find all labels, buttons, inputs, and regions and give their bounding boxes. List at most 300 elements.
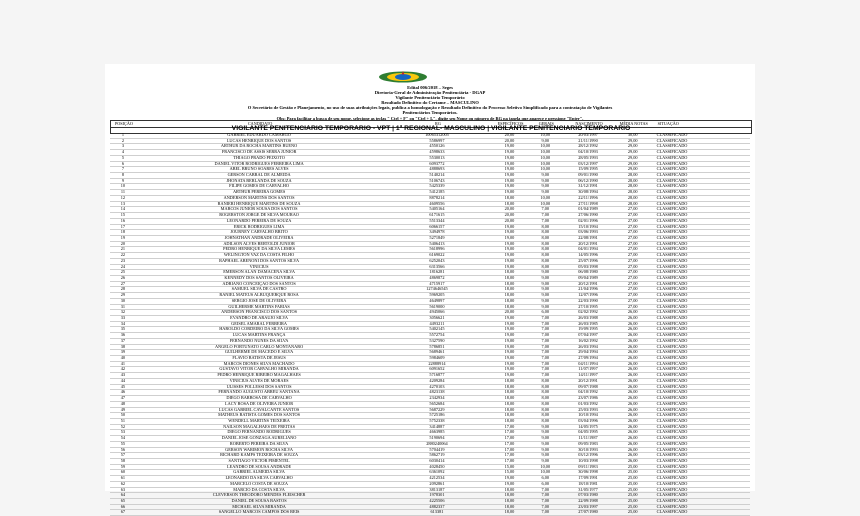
cell-specific: 18,00 bbox=[504, 293, 515, 298]
cell-candidate: DIEGO BARBOSA DE CARVALHO bbox=[226, 396, 292, 401]
cell-candidate: ABEL BRUNO SOARES ALVES bbox=[229, 167, 289, 172]
cell-general: 8,00 bbox=[541, 390, 550, 395]
cell-situation: CLASSIFICADO bbox=[656, 378, 688, 383]
cell-situation: CLASSIFICADO bbox=[656, 275, 688, 280]
cell-specific: 19,00 bbox=[504, 173, 515, 178]
cell-candidate: ANDERSON MARTINS DOS SANTOS bbox=[223, 195, 295, 200]
cell-rg: 4945066 bbox=[429, 310, 445, 315]
cell-situation: CLASSIFICADO bbox=[656, 384, 688, 389]
cell-candidate: ARTHUR PEREIRA GOMES bbox=[232, 190, 286, 195]
cell-general: 8,00 bbox=[541, 235, 550, 240]
cell-specific: 19,00 bbox=[504, 264, 515, 269]
cell-average: 26,00 bbox=[627, 350, 638, 355]
cell-birth: 05/03/1998 bbox=[578, 264, 598, 269]
cell-specific: 19,00 bbox=[504, 247, 515, 252]
cell-rg: 6093772 bbox=[429, 161, 445, 166]
cell-specific: 18,00 bbox=[504, 304, 515, 309]
cell-average: 26,00 bbox=[627, 316, 638, 320]
cell-situation: CLASSIFICADO bbox=[656, 241, 688, 246]
cell-rg: 5652684 bbox=[429, 401, 445, 406]
cell-specific: 17,00 bbox=[504, 436, 515, 441]
cell-general: 8,00 bbox=[541, 418, 550, 423]
cell-average: 27,00 bbox=[627, 298, 638, 303]
cell-average: 25,00 bbox=[627, 493, 638, 498]
cell-average: 26,00 bbox=[627, 361, 638, 366]
cell-rg: 5190694 bbox=[429, 436, 445, 441]
cell-rg: 5619000 bbox=[429, 304, 445, 309]
cell-position: 27 bbox=[120, 281, 126, 286]
search-hint: Obs: Para facilitar a busca de seu nome, selecione as teclas " Ctrl + F" ou "Ctrl + L", digite seu Nome ou número de RG na janela que aparece e pressione "Enter". bbox=[276, 116, 584, 121]
cell-birth: 20/12/1991 bbox=[578, 378, 598, 383]
cell-birth: 29/04/1994 bbox=[578, 350, 598, 355]
cell-position: 21 bbox=[120, 247, 126, 252]
cell-birth: 14/05/1975 bbox=[578, 424, 598, 429]
cell-birth: 28/05/1993 bbox=[578, 155, 598, 160]
cell-birth: 30/10/1993 bbox=[578, 447, 598, 452]
cell-birth: 14/05/1996 bbox=[578, 253, 598, 258]
cell-candidate: RAPHAEL ABENONI DOS SANTOS SILVA bbox=[219, 258, 300, 263]
cell-specific: 18,00 bbox=[504, 195, 515, 200]
cell-general: 9,00 bbox=[541, 287, 550, 292]
cell-average: 29,00 bbox=[627, 167, 638, 172]
cell-general: 7,00 bbox=[541, 218, 550, 223]
cell-candidate: RANIERI HENRIQUE MARTINS DE SOUZA bbox=[217, 201, 301, 206]
cell-birth: 26/03/1985 bbox=[578, 321, 598, 326]
cell-specific: 17,00 bbox=[504, 453, 515, 458]
cell-rg: 1274646545 bbox=[426, 287, 448, 292]
cell-position: 13 bbox=[120, 201, 126, 206]
cell-general: 7,00 bbox=[541, 321, 550, 326]
cell-candidate: VINICIUS bbox=[249, 264, 269, 269]
cell-rg: 4823138 bbox=[429, 390, 445, 395]
cell-position: 2 bbox=[121, 138, 124, 143]
cell-rg: 6091652 bbox=[429, 367, 445, 372]
cell-average: 26,00 bbox=[627, 436, 638, 441]
cell-birth: 02/02/1992 bbox=[578, 310, 598, 315]
cell-situation: CLASSIFICADO bbox=[656, 161, 688, 166]
cell-situation: CLASSIFICADO bbox=[656, 150, 688, 155]
cell-specific: 17,00 bbox=[504, 458, 515, 463]
cell-average: 26,00 bbox=[627, 401, 638, 406]
cell-birth: 21/11/1990 bbox=[578, 138, 598, 143]
cell-birth: 25/07/1996 bbox=[578, 258, 598, 263]
cell-position: 12 bbox=[120, 195, 126, 200]
cell-situation: CLASSIFICADO bbox=[656, 316, 688, 320]
cell-position: 19 bbox=[120, 235, 126, 240]
cell-specific: 18,00 bbox=[504, 298, 515, 303]
cell-general: 7,00 bbox=[541, 510, 550, 515]
cell-average: 25,00 bbox=[627, 481, 638, 486]
cell-position: 26 bbox=[120, 275, 126, 280]
cell-general: 8,00 bbox=[541, 396, 550, 401]
cell-situation: CLASSIFICADO bbox=[656, 401, 688, 406]
cell-position: 30 bbox=[120, 298, 126, 303]
cell-general: 7,00 bbox=[541, 493, 550, 498]
cell-birth: 09/05/1983 bbox=[578, 441, 598, 446]
cell-rg: 5405164 bbox=[429, 207, 445, 212]
cell-general: 10,00 bbox=[540, 155, 551, 160]
cell-general: 7,00 bbox=[541, 504, 550, 509]
cell-general: 7,00 bbox=[541, 373, 550, 378]
cell-situation: CLASSIFICADO bbox=[656, 476, 688, 481]
cell-average: 26,00 bbox=[627, 373, 638, 378]
col-specific: ESPECÍFICOS bbox=[497, 121, 524, 126]
cell-position: 25 bbox=[120, 270, 126, 275]
cell-specific: 18,00 bbox=[504, 287, 515, 292]
cell-position: 31 bbox=[120, 304, 126, 309]
cell-average: 28,00 bbox=[627, 190, 638, 195]
cell-birth: 30/06/1998 bbox=[578, 470, 598, 475]
cell-general: 10,00 bbox=[540, 470, 551, 475]
cell-general: 10,00 bbox=[540, 201, 551, 206]
cell-general: 7,00 bbox=[541, 344, 550, 349]
cell-situation: CLASSIFICADO bbox=[656, 453, 688, 458]
cell-candidate: GERSON CABRAL DE ALMEIDA bbox=[227, 173, 291, 178]
cell-rg: 5725186 bbox=[429, 413, 445, 418]
cell-situation: CLASSIFICADO bbox=[656, 481, 688, 486]
cell-average: 28,00 bbox=[627, 184, 638, 189]
cell-average: 27,00 bbox=[627, 230, 638, 235]
cell-average: 26,00 bbox=[627, 430, 638, 435]
cell-rg: 2880240064 bbox=[426, 441, 448, 446]
cell-general: 8,00 bbox=[541, 378, 550, 383]
cell-general: 8,00 bbox=[541, 264, 550, 269]
cell-rg: 1816281 bbox=[429, 270, 445, 275]
cell-position: 46 bbox=[120, 390, 126, 395]
cell-birth: 09/07/1988 bbox=[578, 384, 598, 389]
cell-average: 26,00 bbox=[627, 333, 638, 338]
cell-situation: CLASSIFICADO bbox=[656, 350, 688, 355]
cell-general: 7,00 bbox=[541, 327, 550, 332]
cell-candidate: THIAGO PRADO PEIXOTO bbox=[233, 155, 285, 160]
cell-birth: 27/06/1990 bbox=[578, 213, 598, 218]
cell-position: 50 bbox=[120, 413, 126, 418]
cell-average: 26,00 bbox=[627, 378, 638, 383]
cell-position: 38 bbox=[120, 344, 126, 349]
cell-average: 28,00 bbox=[627, 201, 638, 206]
cell-general: 9,00 bbox=[541, 293, 550, 298]
cell-candidate: GERSON WARIMON ROCHA SILVA bbox=[225, 447, 293, 452]
cell-average: 26,00 bbox=[627, 356, 638, 361]
cell-birth: 23/07/1986 bbox=[578, 396, 598, 401]
cell-birth: 12/07/1996 bbox=[578, 293, 598, 298]
cell-specific: 19,00 bbox=[504, 167, 515, 172]
cell-average: 25,00 bbox=[627, 464, 638, 469]
cell-rg: 613381 bbox=[430, 510, 444, 515]
col-candidate: CANDIDATO bbox=[247, 121, 273, 126]
cell-rg: 8878214 bbox=[429, 195, 445, 200]
cell-average: 29,00 bbox=[627, 155, 638, 160]
cell-candidate: MARCIO DA COSTA SILVA bbox=[233, 487, 285, 492]
cell-specific: 18,00 bbox=[504, 499, 515, 503]
cell-average: 26,00 bbox=[627, 367, 638, 372]
cell-birth: 14/11/1997 bbox=[578, 373, 598, 378]
cell-specific: 15,00 bbox=[504, 464, 515, 469]
cell-rg: 5618996 bbox=[429, 247, 445, 252]
cell-general: 9,00 bbox=[541, 430, 550, 435]
cell-position: 35 bbox=[120, 327, 126, 332]
cell-rg: 5425339 bbox=[429, 184, 445, 189]
cell-rg: 4869872 bbox=[429, 275, 445, 280]
cell-situation: CLASSIFICADO bbox=[656, 441, 688, 446]
cell-situation: CLASSIFICADO bbox=[656, 178, 688, 183]
cell-situation: CLASSIFICADO bbox=[656, 144, 688, 149]
cell-candidate: LACY ROSA DE OLIVEIRA JUNIOR bbox=[225, 401, 294, 406]
cell-birth: 22/03/1990 bbox=[578, 298, 598, 303]
cell-average: 26,00 bbox=[627, 458, 638, 463]
cell-candidate: ÂNGELO FORTUNATO CARLO MONTANARO bbox=[214, 344, 304, 349]
cell-specific: 18,00 bbox=[504, 378, 515, 383]
cell-birth: 02/01/1996 bbox=[578, 218, 598, 223]
cell-general: 10,00 bbox=[540, 144, 551, 149]
cell-rg: 5327590 bbox=[429, 338, 445, 343]
cell-general: 9,00 bbox=[541, 190, 550, 195]
cell-position: 59 bbox=[120, 464, 126, 469]
cell-candidate: RANIEL MATEUS ALBUQUERQUE ROSA bbox=[219, 293, 299, 298]
cell-situation: CLASSIFICADO bbox=[656, 333, 688, 338]
cell-birth: 20/03/1997 bbox=[578, 133, 598, 137]
cell-situation: CLASSIFICADO bbox=[656, 447, 688, 452]
cell-average: 26,00 bbox=[627, 447, 638, 452]
cell-position: 64 bbox=[120, 493, 126, 498]
cell-birth: 20/12/1991 bbox=[578, 281, 598, 286]
cell-birth: 27/10/1995 bbox=[578, 304, 598, 309]
cell-general: 8,00 bbox=[541, 253, 550, 258]
cell-specific: 19,00 bbox=[504, 344, 515, 349]
cell-average: 27,00 bbox=[627, 253, 638, 258]
cell-position: 5 bbox=[121, 155, 124, 160]
cell-situation: CLASSIFICADO bbox=[656, 424, 688, 429]
cell-average: 29,00 bbox=[627, 138, 638, 143]
cell-rg: 5586997 bbox=[429, 138, 445, 143]
cell-position: 11 bbox=[120, 190, 125, 195]
cell-general: 7,00 bbox=[541, 356, 550, 361]
cell-average: 27,00 bbox=[627, 270, 638, 275]
cell-position: 10 bbox=[120, 184, 126, 189]
cell-position: 4 bbox=[121, 150, 124, 155]
cell-rg: 5704419 bbox=[429, 447, 445, 452]
cell-candidate: WENDELL MARTINS TEIXEIRA bbox=[228, 418, 290, 423]
cell-birth: 10/10/1994 bbox=[578, 413, 598, 418]
cell-candidate: FERNANDO NUNES DA SILVA bbox=[229, 338, 289, 343]
cell-rg: 5752338 bbox=[429, 418, 445, 423]
cell-general: 9,00 bbox=[541, 270, 550, 275]
cell-general: 9,00 bbox=[541, 447, 550, 452]
cell-specific: 18,00 bbox=[504, 407, 515, 412]
cell-candidate: LEONARDO PEREIRA DE SOUZA bbox=[226, 218, 292, 223]
cell-general: 9,00 bbox=[541, 173, 550, 178]
cell-general: 9,00 bbox=[541, 275, 550, 280]
cell-candidate: ADILSON ALVES BERTOLDI JUNIOR bbox=[223, 241, 295, 246]
cell-candidate: MARCOS JUNIOR SOUSA DOS SANTOS bbox=[220, 207, 298, 212]
cell-specific: 20,00 bbox=[504, 213, 515, 218]
cell-position: 67 bbox=[120, 510, 126, 515]
homologation-text: O Secretário de Gestão e Planejamento, no uso de suas atribuições legais, publica a homologação e Resultado Definitivo do Processo Seletivo Simplificado para a contratação de Vigilantes bbox=[247, 105, 613, 110]
cell-candidate: LUCAS HENRIQUE DOS SANTOS bbox=[226, 138, 292, 143]
cell-situation: CLASSIFICADO bbox=[656, 458, 688, 463]
cell-candidate: DANIEL JOSÉ GONZAGA AURELIANO bbox=[221, 436, 297, 441]
cell-general: 9,00 bbox=[541, 441, 550, 446]
cell-general: 6,00 bbox=[541, 476, 550, 481]
cell-general: 8,00 bbox=[541, 258, 550, 263]
cell-candidate: JOHNATHAN ANDRADE OLIVEIRA bbox=[224, 235, 294, 240]
cell-specific: 19,00 bbox=[504, 356, 515, 361]
cell-position: 65 bbox=[120, 499, 126, 503]
cell-position: 37 bbox=[120, 338, 126, 343]
cell-situation: CLASSIFICADO bbox=[656, 201, 688, 206]
cell-candidate: HAROLDO CORDEIRO DA SILVA GOMES bbox=[219, 327, 299, 332]
cell-specific: 18,00 bbox=[504, 401, 515, 406]
cell-birth: 27/11/1998 bbox=[578, 201, 598, 206]
cell-rg: 1978301 bbox=[429, 493, 445, 498]
cell-rg: 3813187 bbox=[429, 487, 445, 492]
cell-situation: CLASSIFICADO bbox=[656, 373, 688, 378]
cell-general: 7,00 bbox=[541, 367, 550, 372]
cell-specific: 19,00 bbox=[504, 150, 515, 155]
cell-general: 8,00 bbox=[541, 413, 550, 418]
cell-birth: 03/12/1997 bbox=[578, 161, 598, 166]
cell-average: 28,00 bbox=[627, 173, 638, 178]
cell-rg: 6171615 bbox=[429, 213, 445, 218]
cell-average: 26,00 bbox=[627, 418, 638, 423]
cell-specific: 20,00 bbox=[504, 207, 515, 212]
cell-situation: CLASSIFICADO bbox=[656, 510, 688, 515]
cell-candidate: LEONARDO DA SILVA CARVALHO bbox=[225, 476, 293, 481]
cell-rg: 3414887 bbox=[429, 424, 445, 429]
cell-position: 66 bbox=[120, 504, 126, 509]
cell-position: 45 bbox=[120, 384, 126, 389]
cell-birth: 04/01/1994 bbox=[578, 247, 598, 252]
cell-situation: CLASSIFICADO bbox=[656, 173, 688, 178]
cell-situation: CLASSIFICADO bbox=[656, 338, 688, 343]
cell-position: 52 bbox=[120, 424, 126, 429]
cell-candidate: GEISEL AMARAL FERREIRA bbox=[231, 321, 287, 326]
cell-general: 6,00 bbox=[541, 310, 550, 315]
cell-average: 27,00 bbox=[627, 258, 638, 263]
cell-candidate: ADRIANO CONCEIÇÃO DOS SANTOS bbox=[222, 281, 296, 286]
cell-candidate: ARTHUR DA ROCHA MARTINS BUENO bbox=[220, 144, 298, 149]
cell-rg: 4888693 bbox=[429, 167, 445, 172]
cell-average: 27,00 bbox=[627, 275, 638, 280]
cell-position: 8 bbox=[121, 173, 124, 178]
cell-general: 10,00 bbox=[540, 167, 551, 172]
cell-specific: 18,00 bbox=[504, 418, 515, 423]
cell-birth: 15/10/1994 bbox=[578, 224, 598, 229]
cell-rg: 5716877 bbox=[429, 373, 445, 378]
cell-specific: 19,00 bbox=[504, 161, 515, 166]
cell-candidate: DANIEL DE SOUSA BASTOS bbox=[231, 499, 287, 503]
cell-candidate: GUILHERME DE MACEDO E SILVA bbox=[224, 350, 294, 355]
cell-birth: 03/12/1996 bbox=[578, 453, 598, 458]
cell-situation: CLASSIFICADO bbox=[656, 390, 688, 395]
cell-position: 9 bbox=[121, 178, 124, 183]
cell-average: 26,00 bbox=[627, 338, 638, 343]
cell-situation: CLASSIFICADO bbox=[656, 327, 688, 332]
cell-average: 27,00 bbox=[627, 224, 638, 229]
cell-rg: 10065312005 bbox=[425, 133, 449, 137]
cell-position: 53 bbox=[120, 430, 126, 435]
cell-situation: CLASSIFICADO bbox=[656, 464, 688, 469]
cell-birth: 23/03/1997 bbox=[578, 504, 598, 509]
cell-general: 7,00 bbox=[541, 333, 550, 338]
cell-situation: CLASSIFICADO bbox=[656, 235, 688, 240]
cell-situation: CLASSIFICADO bbox=[656, 356, 688, 361]
cell-rg: 6066157 bbox=[429, 224, 445, 229]
cell-situation: CLASSIFICADO bbox=[656, 430, 688, 435]
cell-birth: 21/04/1996 bbox=[578, 287, 598, 292]
cell-candidate: DIEGO FERNANDO RODRIGUES bbox=[227, 430, 291, 435]
homologation-text-cont: Penitenciários Temporários. bbox=[402, 110, 458, 115]
cell-specific: 17,00 bbox=[504, 430, 515, 435]
cell-birth: 18/10/1981 bbox=[578, 481, 598, 486]
cell-general: 8,00 bbox=[541, 401, 550, 406]
cell-general: 7,00 bbox=[541, 316, 550, 320]
cell-rg: 5862719 bbox=[429, 453, 445, 458]
cell-birth: 03/06/1993 bbox=[578, 230, 598, 235]
cell-average: 27,00 bbox=[627, 241, 638, 246]
cell-average: 27,00 bbox=[627, 287, 638, 292]
cell-average: 27,00 bbox=[627, 247, 638, 252]
cell-situation: CLASSIFICADO bbox=[656, 344, 688, 349]
cell-rg: 5572754 bbox=[429, 333, 445, 338]
cell-position: 60 bbox=[120, 470, 126, 475]
cell-specific: 20,00 bbox=[504, 310, 515, 315]
cell-situation: CLASSIFICADO bbox=[656, 190, 688, 195]
cell-birth: 22/09/1988 bbox=[578, 499, 598, 503]
cell-rg: 5984609 bbox=[429, 356, 445, 361]
cell-candidate: GABRIEL EDUARDO CAMARGO bbox=[227, 133, 291, 137]
cell-position: 28 bbox=[120, 287, 126, 292]
cell-average: 27,00 bbox=[627, 264, 638, 269]
cell-specific: 19,00 bbox=[504, 338, 515, 343]
cell-position: 20 bbox=[120, 241, 126, 246]
cell-specific: 19,00 bbox=[504, 230, 515, 235]
cell-candidate: JHONATA BERLANDA DE SOUZA bbox=[226, 178, 292, 183]
cell-position: 32 bbox=[120, 310, 126, 315]
cell-situation: CLASSIFICADO bbox=[656, 195, 688, 200]
cell-candidate: NAILSON MAGALHÃES DE FREITAS bbox=[223, 424, 295, 429]
cell-general: 10,00 bbox=[540, 464, 551, 469]
cell-rg: 5406413 bbox=[429, 241, 445, 246]
cell-situation: CLASSIFICADO bbox=[656, 184, 688, 189]
cell-candidate: ROGERSTON JORGE DE SILVA MOURAO bbox=[219, 213, 299, 218]
cell-situation: CLASSIFICADO bbox=[656, 264, 688, 269]
col-birth: NASCIMENTO bbox=[575, 121, 603, 126]
cell-specific: 19,00 bbox=[504, 476, 515, 481]
cell-position: 24 bbox=[120, 264, 126, 269]
cell-candidate: EMERSON ALAN DAMACENA SILVA bbox=[223, 270, 295, 275]
cell-specific: 18,00 bbox=[504, 396, 515, 401]
cell-situation: CLASSIFICADO bbox=[656, 407, 688, 412]
cell-position: 55 bbox=[120, 441, 126, 446]
cell-average: 29,00 bbox=[627, 150, 638, 155]
cell-specific: 19,00 bbox=[504, 367, 515, 372]
cell-specific: 18,00 bbox=[504, 275, 515, 280]
cell-situation: CLASSIFICADO bbox=[656, 321, 688, 326]
cell-situation: CLASSIFICADO bbox=[656, 396, 688, 401]
edital-title: Edital 006/2018 – Seges bbox=[407, 85, 453, 90]
cell-birth: 26/03/1988 bbox=[578, 316, 598, 320]
cell-average: 27,00 bbox=[627, 304, 638, 309]
cell-rg: 3056621 bbox=[429, 316, 445, 320]
cell-average: 27,00 bbox=[627, 293, 638, 298]
cell-rg: 5687229 bbox=[429, 407, 445, 412]
cell-birth: 11/11/1987 bbox=[578, 436, 598, 441]
cell-candidate: SERGIO JOSÉ DE OLIVEIRA bbox=[231, 298, 287, 303]
cell-situation: CLASSIFICADO bbox=[656, 293, 688, 298]
cell-specific: 18,00 bbox=[504, 413, 515, 418]
cell-birth: 03/04/1996 bbox=[578, 418, 598, 423]
